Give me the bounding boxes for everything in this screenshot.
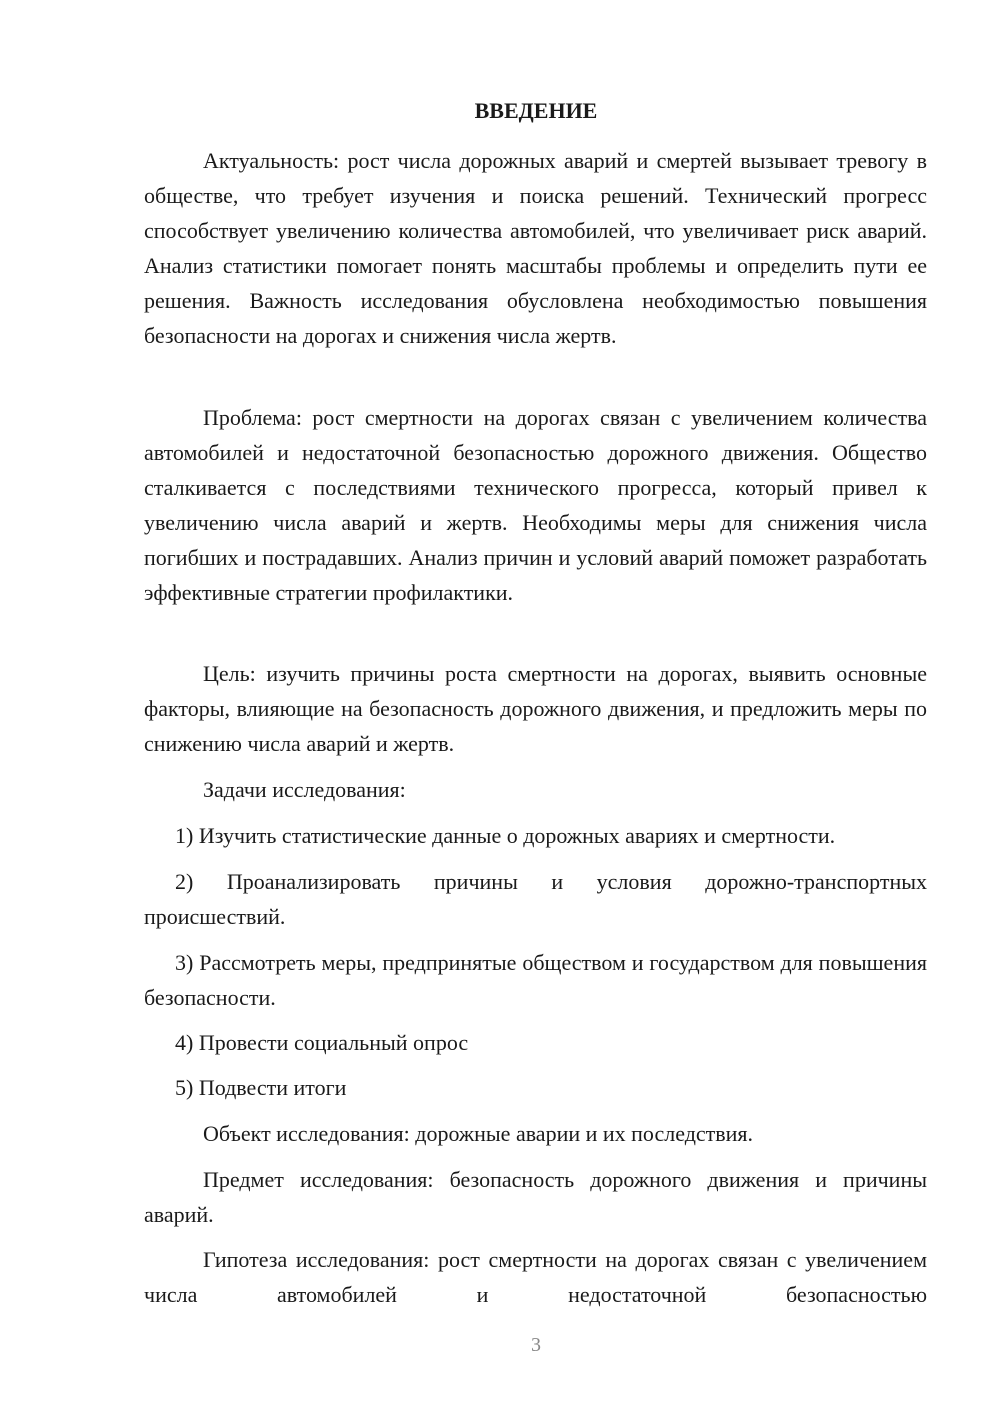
task-item-2: 2) Проанализировать причины и условия дорожно-транспортных происшествий. bbox=[144, 869, 927, 929]
task-item-1: 1) Изучить статистические данные о дорожных авариях и смертности. bbox=[175, 823, 836, 848]
paragraph-object: Объект исследования: дорожные аварии и их последствия. bbox=[203, 1121, 754, 1146]
page-title: ВВЕДЕНИЕ bbox=[474, 98, 598, 123]
task-item-3: 3) Рассмотреть меры, предпринятые обществом и государством для повышения безопасности. bbox=[144, 950, 927, 1010]
paragraph-goal: Цель: изучить причины роста смертности на дорогах, выявить основные факторы, влияющие на безопасность дорожного движения, и предложить меры по снижению числа аварий и жертв. bbox=[144, 661, 927, 756]
tasks-heading: Задачи исследования: bbox=[203, 777, 406, 802]
paragraph-relevance: Актуальность: рост числа дорожных аварий и смертей вызывает тревогу в обществе, что требует изучения и поиска решений. Технический прогресс способствует увеличению количества автомобилей, что увеличивает риск аварий. Анализ статистики помогает понять масштабы проблемы и определить пути ее решения. Важность исследования обусловлена необходимостью повышения безопасности на дорогах и снижения числа жертв. bbox=[144, 148, 927, 348]
task-item-5: 5) Подвести итоги bbox=[175, 1075, 347, 1100]
paragraph-subject: Предмет исследования: безопасность дорожного движения и причины аварий. bbox=[144, 1167, 927, 1227]
paragraph-problem: Проблема: рост смертности на дорогах связан с увеличением количества автомобилей и недостаточной безопасностью дорожного движения. Общество сталкивается с последствиями технического прогресса, который привел к увеличению числа аварий и жертв. Необходимы меры для снижения числа погибших и пострадавших. Анализ причин и условий аварий поможет разработать эффективные стратегии профилактики. bbox=[144, 405, 927, 605]
page-number: 3 bbox=[531, 1334, 541, 1356]
task-item-4: 4) Провести социальный опрос bbox=[175, 1030, 469, 1055]
paragraph-hypothesis: Гипотеза исследования: рост смертности на дорогах связан с увеличением числа автомобилей и недостаточной безопасностью bbox=[144, 1247, 927, 1307]
